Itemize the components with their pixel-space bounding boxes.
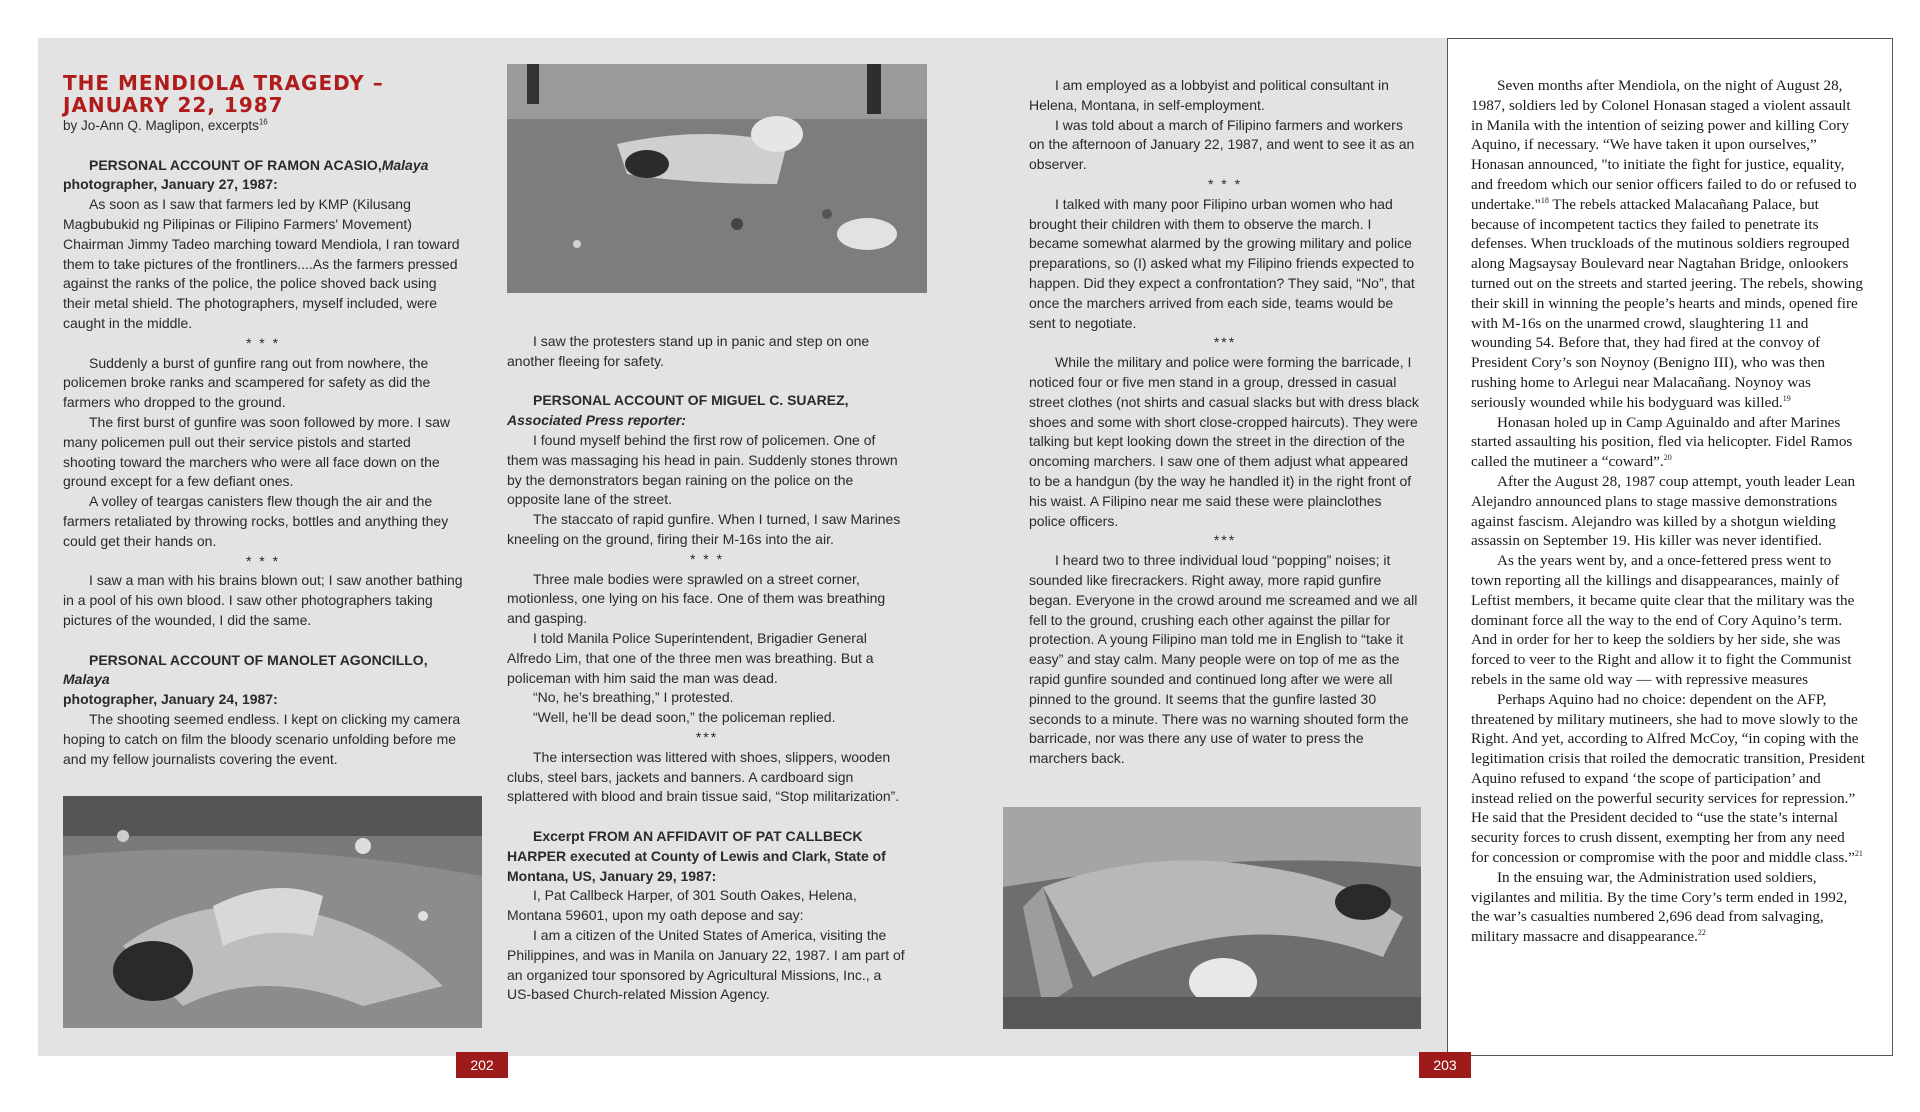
paragraph: I found myself behind the first row of policemen. One of them was massaging his head in pain. Suddenly stones thrown by the demonstrators began raining on the police on the opposite lane of the street. xyxy=(507,431,898,508)
title-line-1: THE MENDIOLA TRAGEDY – xyxy=(63,71,384,95)
column-2 xyxy=(507,332,907,1005)
paragraph: Seven months after Mendiola, on the night of August 28, 1987, soldiers led by Colonel Honasan staged a violent assault in Manila with the intention of seizing power and killing Cory Aquino, if necessary. “We have taken it upon ourselves,” Honasan announced, "to initiate the fight for justice, equality, and freedom which our senior officers failed to do or refused to undertake."$^{18}$ The rebels attacked Malacañang Palace, but because of incompetent tactics they failed to penetrate its defenses. When truckloads of the mutinous soldiers regrouped along Magsaysay Boulevard near Nagtahan Bridge, onlookers turned out on the streets and started jeering. The rebels, showing their skill in winning the people’s hearts and minds, opened fire with M-16s on the unarmed crowd, slaughtering 11 and wounding 54. Before that, they had fired at the convoy of President Cory’s son Noynoy (Benigno III), who was then rushing home to Arlegui near Malacañang. Noynoy was seriously wounded while his bodyguard was killed.$^{19}$ xyxy=(1471,77,1863,411)
paragraph: I saw the protesters stand up in panic and step on one another fleeing for safety. xyxy=(507,333,870,369)
section-break: *** xyxy=(1213,334,1237,351)
footnote-marker: 20 xyxy=(1663,453,1672,463)
paragraph: Perhaps Aquino had no choice: dependent on the AFP, threatened by military mutineers, she had to move slowly to the Right. And yet, according to Alfred McCoy, “in coping with the legitimation crisis that roiled the democratic transition, President Aquino refused to expand ‘the scope of participation’ and instead relied on the powerful security services for repression.” He said that the President decided to “use the state’s internal security forces to crush dissent, exempting her from any need for concession or compromise with the poor and middle class.”$^{21}$ xyxy=(1471,690,1865,867)
photo-wounded-man-street xyxy=(63,796,482,1028)
paragraph: I was told about a march of Filipino farmers and workers on the afternoon of January 22, 1987, and went to see it as an observer. xyxy=(1029,116,1415,173)
paragraph: The staccato of rapid gunfire. When I turned, I saw Marines kneeling on the ground, firing their M-16s into the air. xyxy=(507,511,901,547)
right-page-text xyxy=(1471,76,1865,947)
affidavit-heading: Excerpt FROM AN AFFIDAVIT OF PAT CALLBECK HARPER executed at County of Lewis and Clark, State of Montana, US, January 29, 1987: xyxy=(507,827,886,884)
paragraph: The first burst of gunfire was soon followed by more. I saw many policemen pull out their service pistols and started shooting toward the marchers who were all face down on the ground except for a few defiant ones. xyxy=(63,413,451,490)
paragraph: As the years went by, and a once-fettered press went to town reporting all the killings and disappearances, mainly of Leftist members, it became quite clear that the military was the dominant force all the way to the end of Cory Aquino’s term. And in order for her to keep the soldiers by her side, she was forced to veer to the Right and allow it to fight the Communist rebels in the same old way — with repressive measures xyxy=(1471,552,1855,688)
page-number-left: 202 xyxy=(456,1052,508,1078)
photo-bodies-on-pavement xyxy=(507,64,927,293)
paragraph: While the military and police were forming the barricade, I noticed four or five men stand in a group, dressed in casual street clothes (not shirts and casual slacks but with dress black shoes and some with short close-cropped haircuts). They were talking but kept looking down the street in the direction of the oncoming marchers. I saw one of them adjust what appeared to be a handgun (by the way he handled it) in the right front of his waist. A Filipino near me said these were plainclothes police officers. xyxy=(1029,354,1419,529)
section-break: * * * xyxy=(1207,175,1243,192)
paragraph: I talked with many poor Filipino urban women who had brought their children with them to observe the march. I became somewhat alarmed by the growing military and police preparations, so (I) asked what my Filipino friends expected to happen. Did they expect a confrontation? They said, “No”, that once the marchers arrived from each side, teams would be sent to negotiate. xyxy=(1029,195,1415,331)
footnote-marker: 18 xyxy=(1540,195,1549,205)
paragraph: Honasan holed up in Camp Aguinaldo and after Marines started assaulting his position, fled via helicopter. Fidel Ramos called the mutineer a “coward”.$^{20}$ xyxy=(1471,413,1853,471)
paragraph: I heard two to three individual loud “popping” noises; it sounded like firecrackers. Right away, more rapid gunfire began. Everyone in the crowd around me screamed and we all fell to the ground, crushing each other against the pillar for protection. A young Filipino man told me in English to “take it easy” and stay calm. Many people were on top of me as the rapid gunfire sounded and continued long after we were all pinned to the ground. It seems that the gunfire lasted 30 seconds to a minute. There was no warning shouted form the barricade, nor was there any use of water to press the marchers back. xyxy=(1029,552,1418,767)
section-break: * * * xyxy=(245,334,281,351)
paragraph: After the August 28, 1987 coup attempt, youth leader Lean Alejandro announced plans to stage massive demonstrations against fascism. Alejandro was killed by a shotgun wielding assassin on September 19. His killer was never identified. xyxy=(1471,472,1856,550)
byline: by Jo-Ann Q. Maglipon, excerpts$^{16}$ xyxy=(63,117,268,133)
paragraph: I, Pat Callbeck Harper, of 301 South Oakes, Helena, Montana 59601, upon my oath depose and say: xyxy=(507,887,857,924)
page-number-right: 203 xyxy=(1419,1052,1471,1078)
paragraph: Suddenly a burst of gunfire rang out from nowhere, the policemen broke ranks and scampered for safety as did the farmers who dropped to the ground. xyxy=(63,354,431,411)
title-line-2: JANUARY 22, 1987 xyxy=(63,93,284,117)
section-break: *** xyxy=(695,728,719,745)
section-break: *** xyxy=(1213,532,1237,549)
account-heading-suarez: PERSONAL ACCOUNT OF MIGUEL C. SUAREZ, Associated Press reporter: xyxy=(507,392,849,429)
paragraph: “Well, he’ll be dead soon,” the policeman replied. xyxy=(533,709,836,726)
account-heading-agoncillo: PERSONAL ACCOUNT OF MANOLET AGONCILLO, Malaya photographer, January 24, 1987: xyxy=(63,651,428,708)
paragraph: In the ensuing war, the Administration used soldiers, vigilantes and militia. By the time Cory’s term ended in 1992, the war’s casualties numbered 2,696 dead from salvaging, military massacre and disappearance.$^{22}$ xyxy=(1471,868,1848,946)
paragraph: “No, he’s breathing,” I protested. xyxy=(533,689,734,706)
footnote-marker: 16 xyxy=(258,117,268,127)
paragraph: The intersection was littered with shoes, slippers, wooden clubs, steel bars, jackets and banners. A cardboard sign splattered with blood and brain tissue said, “Stop militarization”. xyxy=(507,748,900,805)
footnote-marker: 21 xyxy=(1854,849,1863,859)
paragraph: I am employed as a lobbyist and political consultant in Helena, Montana, in self-employment. xyxy=(1029,77,1389,113)
paragraph: A volley of teargas canisters flew though the air and the farmers retaliated by throwing rocks, bottles and anything they could get their hands on. xyxy=(63,493,449,549)
column-3 xyxy=(1029,76,1421,769)
footnote-marker: 22 xyxy=(1697,928,1706,938)
paragraph: I told Manila Police Superintendent, Brigadier General Alfredo Lim, that one of the three men was breathing. But a policeman with him said the man was dead. xyxy=(507,629,874,686)
paragraph: I saw a man with his brains blown out; I saw another bathing in a pool of his own blood. I saw other photographers taking pictures of the wounded, I did the same. xyxy=(63,572,463,628)
paragraph: The shooting seemed endless. I kept on clicking my camera hoping to catch on film the bloody scenario unfolding before me and my fellow journalists covering the event. xyxy=(63,710,461,767)
paragraph: Three male bodies were sprawled on a street corner, motionless, one lying on his face. One of them was breathing and gasping. xyxy=(507,570,886,627)
photo-man-lying-on-ground xyxy=(1003,807,1421,1029)
paragraph: I am a citizen of the United States of America, visiting the Philippines, and was in Manila on January 22, 1987. I am part of an organized tour sponsored by Agricultural Missions, Inc., a US-based Church-related Mission Agency. xyxy=(507,926,905,1003)
article-title xyxy=(63,72,463,116)
section-break: * * * xyxy=(245,552,281,569)
paragraph: As soon as I saw that farmers led by KMP (Kilusang Magbubukid ng Pilipinas or Filipino Farmers' Movement) Chairman Jimmy Tadeo marching toward Mendiola, I ran toward them to take pictures of the frontliners....As the farmers pressed against the ranks of the police, the police shoved back using their metal shield. The photographers, myself included, were caught in the middle. xyxy=(63,196,460,331)
account-heading-acasio: PERSONAL ACCOUNT OF RAMON ACASIO,Malaya photographer, January 27, 1987: xyxy=(63,156,429,193)
column-1 xyxy=(63,72,463,769)
section-break: * * * xyxy=(689,550,725,567)
footnote-marker: 19 xyxy=(1782,393,1791,403)
